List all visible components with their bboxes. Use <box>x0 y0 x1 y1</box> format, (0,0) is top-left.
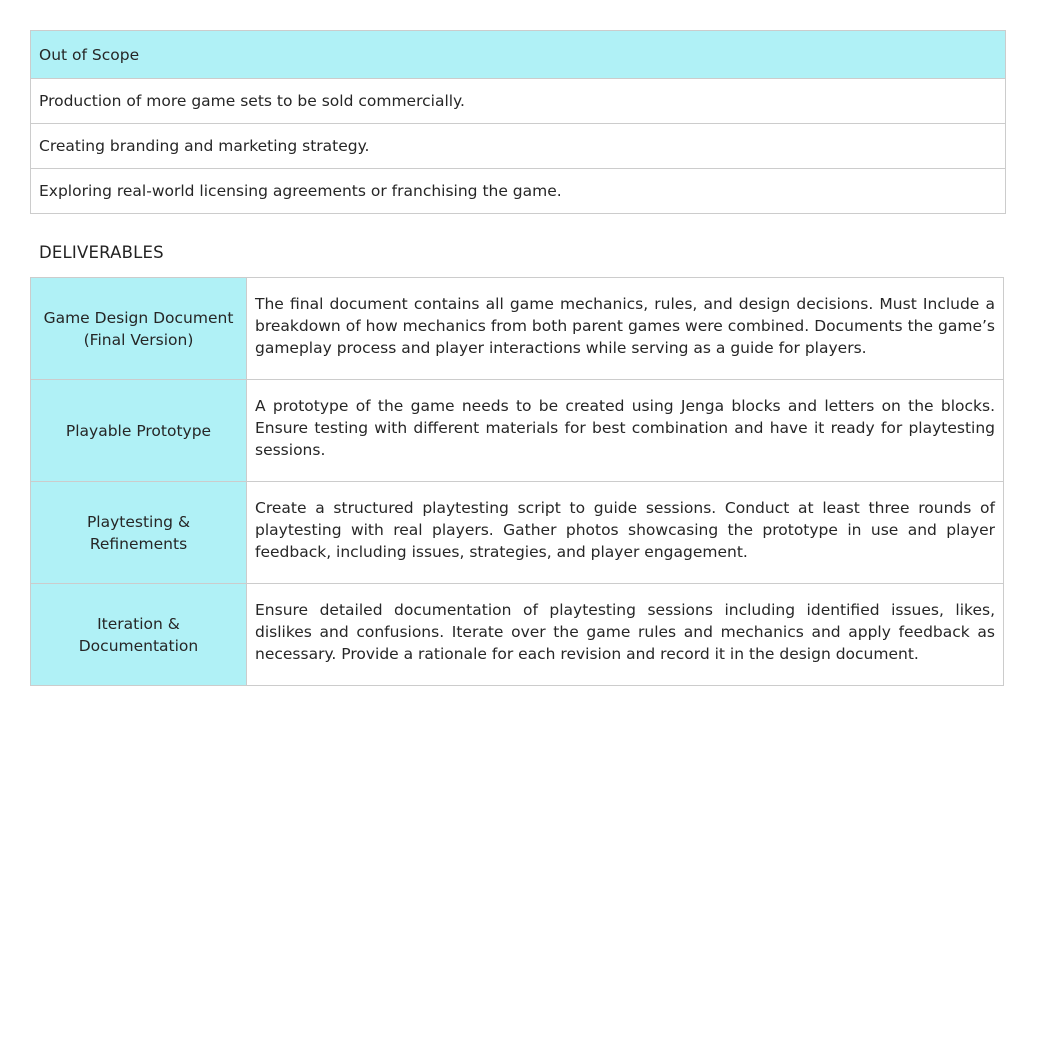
table-row <box>31 124 1006 169</box>
deliverable-label: Game Design Document (Final Version) <box>31 278 247 380</box>
table-row <box>31 584 1004 686</box>
out-of-scope-item: Production of more game sets to be sold commercially. <box>31 79 1006 124</box>
table-row <box>31 482 1004 584</box>
table-row <box>31 380 1004 482</box>
table-row <box>31 79 1006 124</box>
deliverable-label: Playable Prototype <box>31 380 247 482</box>
deliverable-description: Create a structured playtesting script to guide sessions. Conduct at least three rounds of playtesting with real players. Gather photos showcasing the prototype in use and player feedback, including issues, strategies, and player engagement. <box>247 482 1004 584</box>
deliverable-label: Playtesting & Refinements <box>31 482 247 584</box>
table-row <box>31 278 1004 380</box>
deliverable-description: A prototype of the game needs to be created using Jenga blocks and letters on the blocks. Ensure testing with different materials for best combination and have it ready for playtesting sessions. <box>247 380 1004 482</box>
out-of-scope-header: Out of Scope <box>31 31 1006 79</box>
deliverable-description: The final document contains all game mechanics, rules, and design decisions. Must Include a breakdown of how mechanics from both parent games were combined. Documents the game’s gameplay process and player interactions while serving as a guide for players. <box>247 278 1004 380</box>
table-header-row <box>31 31 1006 79</box>
out-of-scope-item: Exploring real-world licensing agreements or franchising the game. <box>31 169 1006 214</box>
out-of-scope-table <box>30 30 1006 214</box>
out-of-scope-item: Creating branding and marketing strategy. <box>31 124 1006 169</box>
deliverable-label: Iteration & Documentation <box>31 584 247 686</box>
deliverable-description: Ensure detailed documentation of playtesting sessions including identified issues, likes, dislikes and confusions. Iterate over the game rules and mechanics and apply feedback as necessary. Provide a rationale for each revision and record it in the design document. <box>247 584 1004 686</box>
deliverables-table <box>30 277 1004 686</box>
table-row <box>31 169 1006 214</box>
deliverables-heading: DELIVERABLES <box>39 243 164 262</box>
